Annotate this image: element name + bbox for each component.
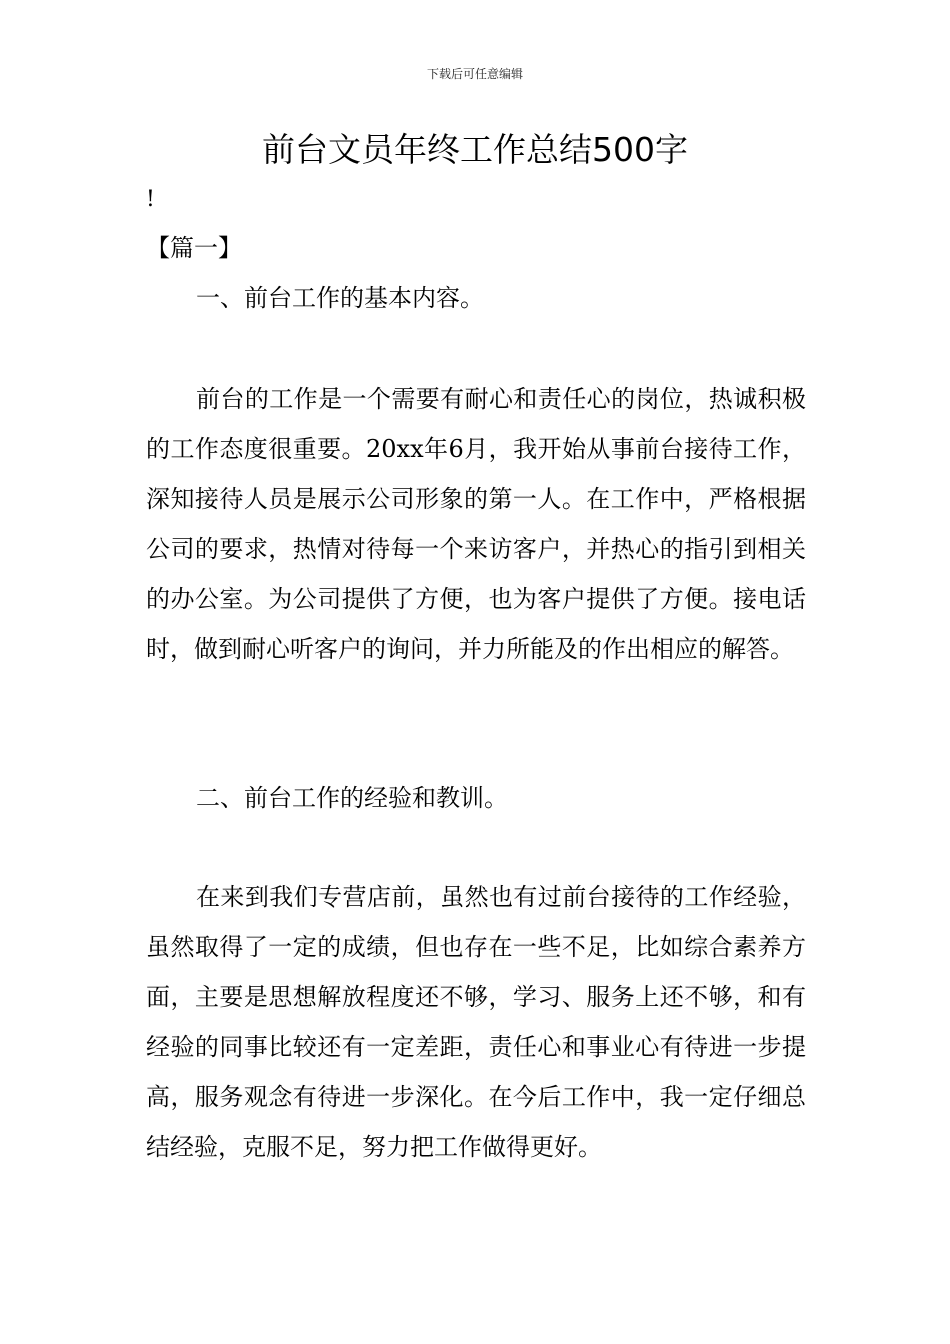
- section-heading-1: 一、前台工作的基本内容。: [196, 284, 484, 312]
- section-paragraph-1: 前台的工作是一个需要有耐心和责任心的岗位，热诚积极的工作态度很重要。20xx年6月，我开始从事前台接待工作，深知接待人员是展示公司形象的第一人。在工作中，严格根据公司的要求，热情对待每一个来访客户，并热心的指引到相关的办公室。为公司提供了方便，也为客户提供了方便。接电话时，做到耐心听客户的询问，并力所能及的作出相应的解答。: [146, 385, 806, 663]
- header-note: 下载后可任意编辑: [426, 67, 523, 81]
- section-paragraph-2: 在来到我们专营店前，虽然也有过前台接待的工作经验，虽然取得了一定的成绩，但也存在一些不足，比如综合素养方面，主要是思想解放程度还不够，学习、服务上还不够，和有经验的同事比较还有一定差距，责任心和事业心有待进一步提高，服务观念有待进一步深化。在今后工作中，我一定仔细总结经验，克服不足，努力把工作做得更好。: [146, 883, 806, 1161]
- section-tag: 【篇一】: [146, 234, 242, 262]
- section-heading-2: 二、前台工作的经验和教训。: [196, 784, 508, 812]
- document-title: 前台文员年终工作总结500字: [262, 130, 688, 169]
- exclamation-mark: !: [146, 187, 155, 212]
